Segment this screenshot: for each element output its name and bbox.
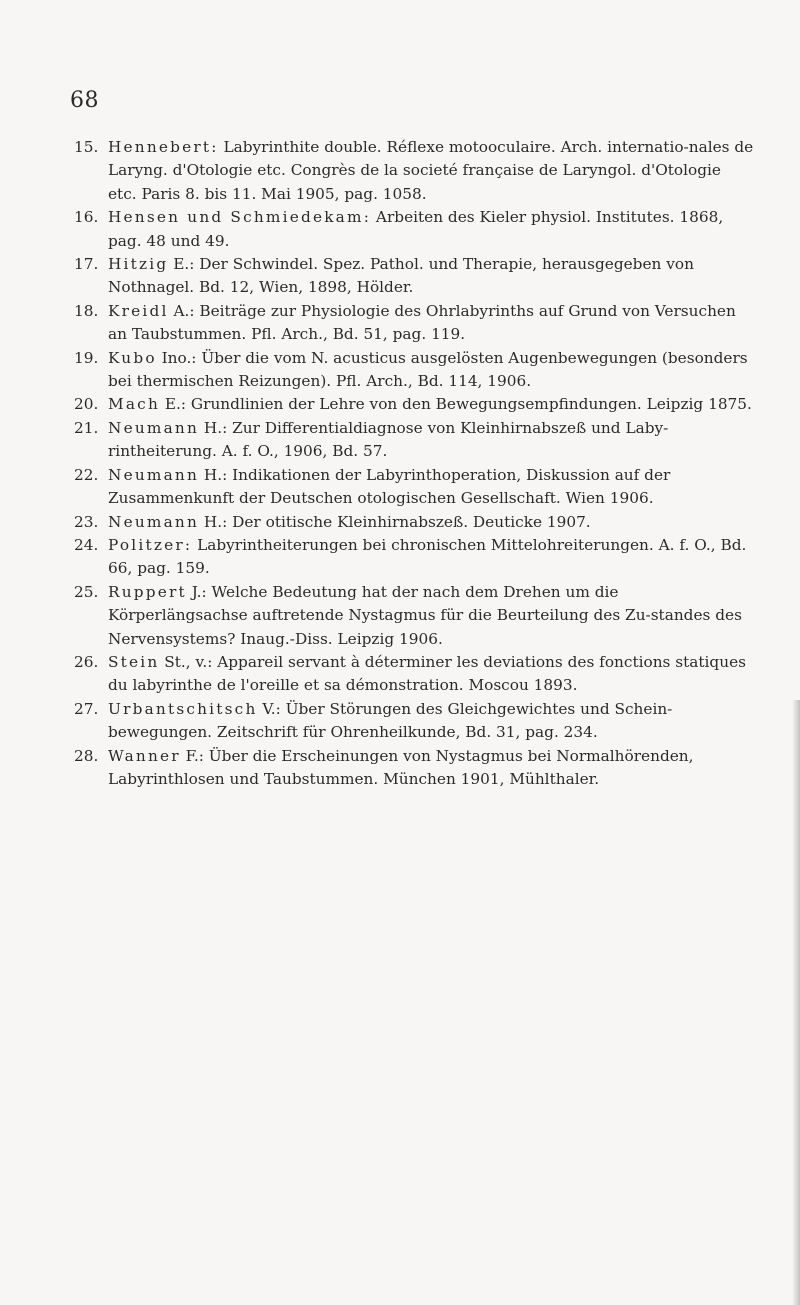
reference-text: St., v.: Appareil servant à déterminer les deviations des fonctions statiques du labyrinthe de l'oreille et sa démonstration. Moscou 1893. xyxy=(108,652,746,695)
reference-text: H.: Zur Differentialdiagnose von Kleinhirnabszeß und Laby-rintheiterung. A. f. O., 1906, Bd. 57. xyxy=(108,418,669,461)
page-number: 68 xyxy=(70,88,99,113)
reference-item xyxy=(74,253,754,300)
reference-number: 19. xyxy=(74,348,99,367)
reference-text: E.: Grundlinien der Lehre von den Bewegungsempfindungen. Leipzig 1875. xyxy=(160,395,752,414)
reference-text: F.: Über die Erscheinungen von Nystagmus bei Normalhörenden, Labyrinthlosen und Taubstummen. München 1901, Mühlthaler. xyxy=(108,746,694,788)
reference-item xyxy=(74,393,754,416)
reference-text: Arbeiten des Kieler physiol. Institutes. 1868, pag. 48 und 49. xyxy=(108,208,724,250)
reference-number: 22. xyxy=(74,465,99,484)
reference-item xyxy=(74,745,754,792)
reference-author: Neumann xyxy=(108,418,200,437)
reference-number: 16. xyxy=(74,208,99,227)
reference-text: H.: Indikationen der Labyrinthoperation, Diskussion auf der Zusammenkunft der Deutschen otologischen Gesellschaft. Wien 1906. xyxy=(108,465,671,508)
reference-text: Ino.: Über die vom N. acusticus ausgelösten Augenbewegungen (besonders bei thermischen Reizungen). Pfl. Arch., Bd. 114, 1906. xyxy=(108,348,748,391)
reference-author: Neumann xyxy=(108,465,200,484)
reference-number: 21. xyxy=(74,418,99,437)
reference-item xyxy=(74,417,754,464)
reference-author: Wanner xyxy=(108,746,181,765)
reference-item xyxy=(74,347,754,394)
reference-number: 26. xyxy=(74,652,99,671)
reference-item xyxy=(74,300,754,347)
reference-number: 23. xyxy=(74,512,99,531)
reference-author: Kreidl xyxy=(108,301,169,320)
reference-item xyxy=(74,136,754,206)
reference-text: Labyrinthite double. Réflexe motooculaire. Arch. internatio-nales de Laryng. d'Otologie etc. Congrès de la societé française de Laryngol. d'Otologie etc. Paris 8. bis 11. Mai 1905, pag. 1058. xyxy=(108,138,754,203)
reference-text: H.: Der otitische Kleinhirnabszeß. Deuticke 1907. xyxy=(199,512,591,531)
reference-author: Politzer: xyxy=(108,535,193,554)
page-edge-shadow xyxy=(792,700,800,1305)
reference-number: 15. xyxy=(74,138,99,156)
reference-number: 27. xyxy=(74,699,99,718)
reference-author: Hennebert: xyxy=(108,138,219,156)
reference-author: Stein xyxy=(108,652,160,671)
reference-number: 20. xyxy=(74,395,99,414)
reference-item xyxy=(74,511,754,534)
reference-text: E.: Der Schwindel. Spez. Pathol. und Therapie, herausgegeben von Nothnagel. Bd. 12, Wien, 1898, Hölder. xyxy=(108,255,694,297)
reference-author: Kubo xyxy=(108,348,157,367)
reference-item xyxy=(74,651,754,698)
reference-author: Hitzig xyxy=(108,255,169,274)
reference-text: J.: Welche Bedeutung hat der nach dem Drehen um die Körperlängsachse auftretende Nystagmus für die Beurteilung des Zu-standes des Nervensystems? Inaug.-Diss. Leipzig 1906. xyxy=(108,582,742,648)
reference-text: Labyrintheiterungen bei chronischen Mittelohreiterungen. A. f. O., Bd. 66, pag. 159. xyxy=(108,535,747,578)
reference-author: Ruppert xyxy=(108,582,187,601)
reference-author: Neumann xyxy=(108,512,200,531)
reference-number: 18. xyxy=(74,301,99,320)
reference-item xyxy=(74,464,754,511)
reference-text: V.: Über Störungen des Gleichgewichtes und Schein-bewegungen. Zeitschrift für Ohrenheilkunde, Bd. 31, pag. 234. xyxy=(108,699,673,742)
reference-text: A.: Beiträge zur Physiologie des Ohrlabyrinths auf Grund von Versuchen an Taubstummen. Pfl. Arch., Bd. 51, pag. 119. xyxy=(108,301,736,344)
reference-number: 25. xyxy=(74,582,99,601)
reference-item xyxy=(74,206,754,253)
reference-author: Mach xyxy=(108,395,161,414)
reference-number: 17. xyxy=(74,255,99,274)
reference-list xyxy=(74,136,754,791)
reference-item xyxy=(74,534,754,581)
reference-item xyxy=(74,581,754,651)
reference-author: Hensen und Schmiedekam: xyxy=(108,208,372,227)
reference-item xyxy=(74,698,754,745)
reference-number: 28. xyxy=(74,746,99,765)
reference-author: Urbantschitsch xyxy=(108,699,258,718)
reference-number: 24. xyxy=(74,535,99,554)
